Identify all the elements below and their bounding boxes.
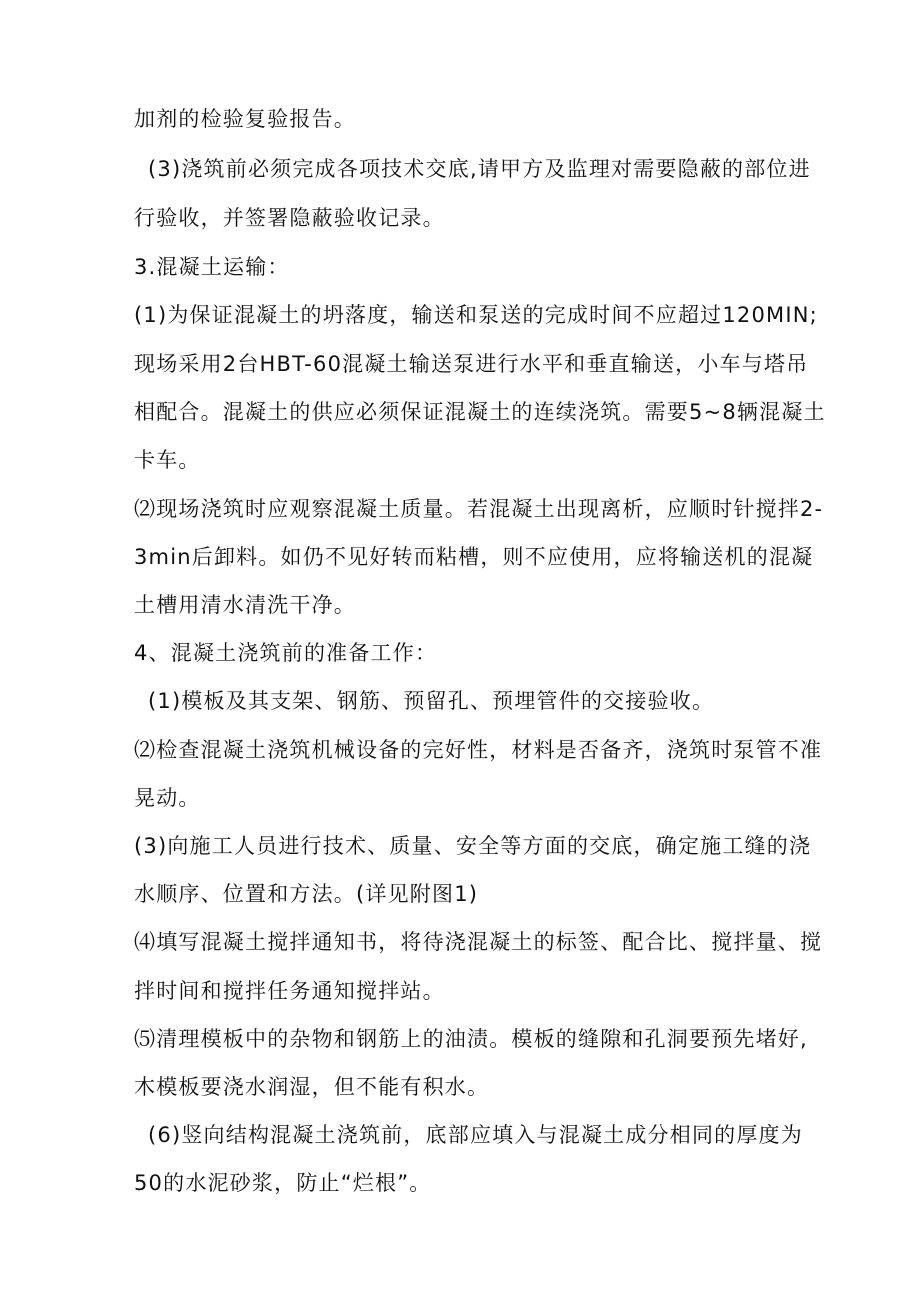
paragraph-line-transport1-1: (1)为保证混凝土的坍落度，输送和泵送的完成时间不应超过120MIN; — [134, 303, 818, 327]
paragraph-line-prep-item2-2: 晃动。 — [134, 786, 201, 810]
paragraph-line-prep3-1: (3)浇筑前必须完成各项技术交底,请甲方及监理对需要隐蔽的部位进 — [148, 157, 811, 181]
paragraph-line-transport2-3: 土槽用清水清洗干净。 — [134, 593, 356, 617]
paragraph-line-transport1-2: 现场采用2台HBT-60混凝土输送泵进行水平和垂直输送，小车与塔吊 — [134, 352, 809, 376]
paragraph-line-prep-item4-1: ⑷填写混凝土搅拌通知书，将待浇混凝土的标签、配合比、搅拌量、搅 — [134, 930, 823, 954]
paragraph-line-transport1-4: 卡车。 — [134, 448, 201, 472]
paragraph-line-prep-item3-1: (3)向施工人员进行技术、质量、安全等方面的交底，确定施工缝的浇 — [134, 834, 812, 858]
paragraph-line-prep-item6-2: 50的水泥砂浆，防止“烂根”。 — [134, 1171, 432, 1195]
paragraph-line-transport2-2: 3min后卸料。如仍不见好转而粘槽，则不应使用，应将输送机的混凝 — [134, 545, 814, 569]
paragraph-line-prep-item6-1: (6)竖向结构混凝土浇筑前，底部应填入与混凝土成分相同的厚度为 — [148, 1123, 803, 1147]
paragraph-line-transport2-1: ⑵现场浇筑时应观察混凝土质量。若混凝土出现离析，应顺时针搅拌2- — [134, 497, 824, 521]
paragraph-line-prep-item2-1: ⑵检查混凝土浇筑机械设备的完好性，材料是否备齐，浇筑时泵管不准 — [134, 738, 823, 762]
paragraph-line-prep-item3-2: 水顺序、位置和方法。(详见附图1) — [134, 882, 479, 906]
paragraph-line-intro-tail: 加剂的检验复验报告。 — [134, 107, 356, 131]
paragraph-line-transport1-3: 相配合。混凝土的供应必须保证混凝土的连续浇筑。需要5~8辆混凝土 — [134, 400, 826, 424]
paragraph-line-prep-item1: (1)模板及其支架、钢筋、预留孔、预埋管件的交接验收。 — [148, 689, 715, 713]
section-heading-transport: 3.混凝土运输： — [134, 255, 290, 279]
section-heading-preparation: 4、混凝土浇筑前的准备工作： — [134, 641, 438, 665]
paragraph-line-prep-item5-1: ⑸清理模板中的杂物和钢筋上的油渍。模板的缝隙和孔洞要预先堵好, — [134, 1027, 808, 1051]
paragraph-line-prep-item5-2: 木模板要浇水润湿，但不能有积水。 — [134, 1075, 490, 1099]
paragraph-line-prep-item4-2: 拌时间和搅拌任务通知搅拌站。 — [134, 979, 445, 1003]
paragraph-line-prep3-2: 行验收，并签署隐蔽验收记录。 — [134, 206, 445, 230]
